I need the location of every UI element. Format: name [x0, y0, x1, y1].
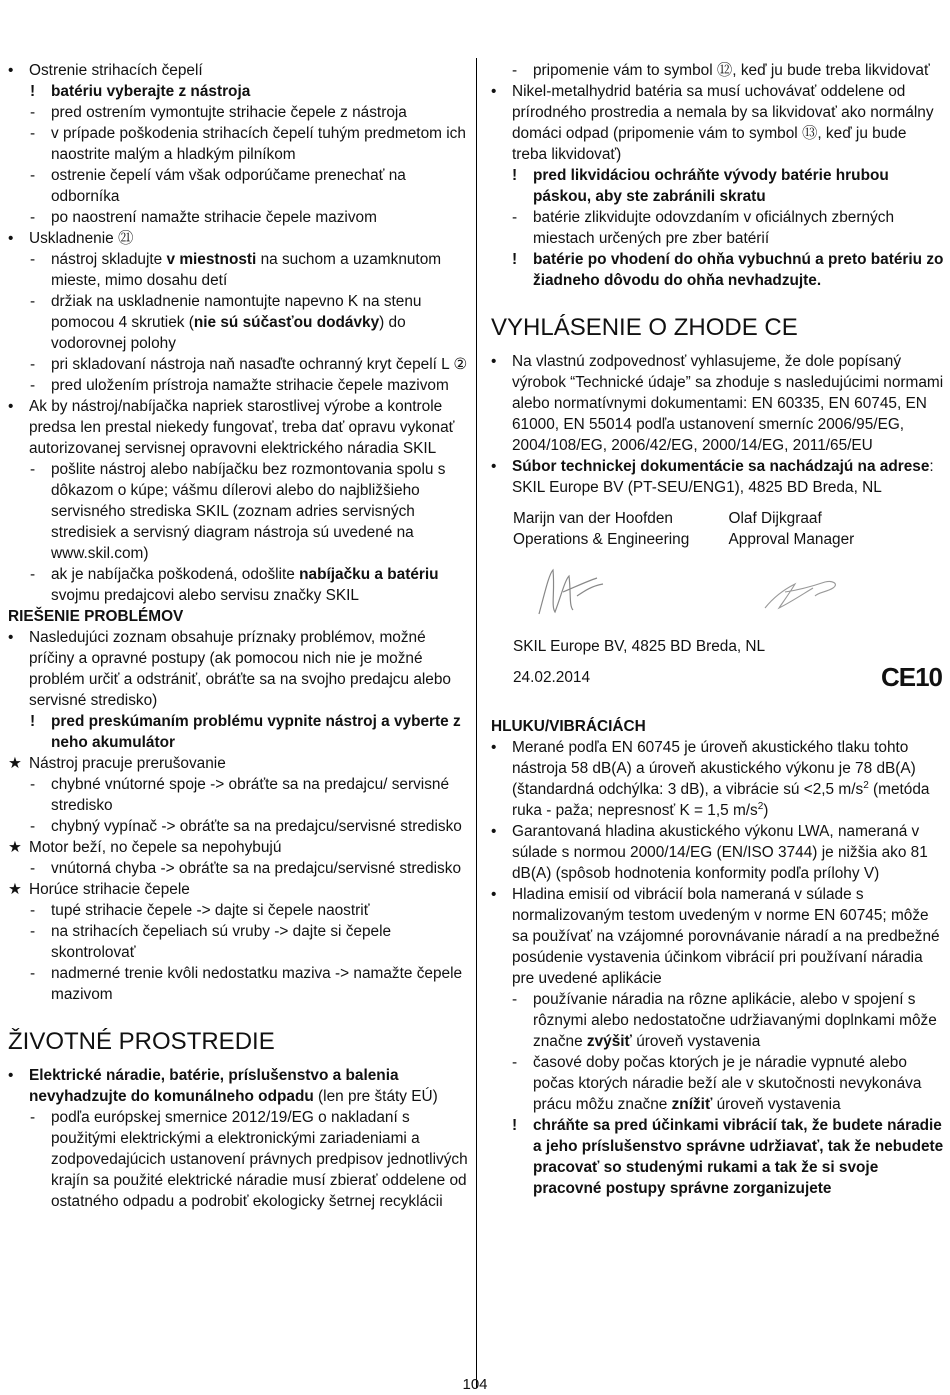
list-item: - batérie zlikvidujte odovzdaním v oficiálnych zberných miestach určených pre zber batérií: [512, 209, 895, 247]
noise-heading: HLUKU/VIBRÁCIÁCH: [491, 718, 646, 735]
list-item: - ak je nabíjačka poškodená, odošlite nabíjačku a batériu svojmu predajcovi alebo servisu značky SKIL: [30, 566, 439, 604]
list-item: - chybné vnútorné spoje -> obráťte sa na predajcu/ servisné stredisko: [30, 776, 450, 814]
list-item: - časové doby počas ktorých je je náradie vypnuté alebo počas ktorých náradie beží ale v skutočnosti nevykonáva prácu môžu značne znížiť úroveň vystavenia: [512, 1054, 922, 1113]
signatory-2: Olaf Dijkgraaf Approval Manager: [728, 510, 855, 548]
ce-mark-icon: CE: [764, 314, 798, 341]
signature-images: [533, 562, 893, 624]
list-item: • Merané podľa EN 60745 je úroveň akustického tlaku tohto nástroja 58 dB(A) a úroveň akustického výkonu je 78 dB(A) (štandardná odchýlka: 3 dB), a vibrácie sú <2,5 $m/s^2$ (metóda ruka - paža; nepresnosť K = 1,5 $m/s^2$): [491, 739, 930, 819]
problem-item: ★ Motor beží, no čepele sa nepohybujú: [8, 839, 282, 856]
right-column: [491, 60, 944, 1199]
list-item: - používanie náradia na rôzne aplikácie, alebo v spojení s rôznymi alebo nedostatočne udržiavanými doplnkami môže značne zvýšiť úroveň vystavenia: [512, 991, 937, 1050]
problem-item: ★ Horúce strihacie čepele: [8, 881, 190, 898]
list-item: - pred ostrením vymontujte strihacie čepele z nástroja: [30, 104, 407, 121]
page-number: 104: [462, 1376, 488, 1393]
list-item: - na strihacích čepeliach sú vruby -> dajte si čepele skontrolovať: [30, 923, 392, 961]
environment-heading: ŽIVOTNÉ PROSTREDIE: [8, 1028, 275, 1055]
warning-item: ! chráňte sa pred účinkami vibrácií tak, že budete náradie a jeho príslušenstvo správne udržiavať, tak že nebudete pracovať so studenými rukami a tak že si svoje pracovné postupy správne zorganizujete: [512, 1117, 944, 1197]
list-item: - podľa európskej smernice 2012/19/EG o nakladaní s použitými elektrickými a elektronickými zariadeniami a zodpovedajúcich ustanovení právnych predpisov jednotlivých krajín sa použité elektrické náradie musí zbierať oddelene od ostatného odpadu a podrobiť ekologicky šetrnej recyklácii: [30, 1109, 468, 1210]
list-item: - pri skladovaní nástroja naň nasaďte ochranný kryt čepelí L ②: [30, 356, 468, 373]
list-item: • Elektrické náradie, batérie, príslušenstvo a balenia nevyhadzujte do komunálneho odpadu (len pre štáty EÚ): [8, 1067, 438, 1105]
storage-title: Uskladnenie ㉑: [29, 230, 134, 247]
list-item: - pripomenie vám to symbol ⑫, keď ju bude treba likvidovať: [512, 62, 930, 79]
list-item: - držiak na uskladnenie namontujte napevno K na stenu pomocou 4 skrutiek (nie sú súčasťou dodávky) do vodorovnej polohy: [30, 293, 422, 352]
signatory-names: [491, 508, 944, 550]
list-item: - nadmerné trenie kvôli nedostatku maziva -> namažte čepele mazivom: [30, 965, 463, 1003]
warning-item: ! batériu vyberajte z nástroja: [30, 83, 251, 100]
list-item: - ostrenie čepelí vám však odporúčame prenechať na odborníka: [30, 167, 406, 205]
conformity-heading: VYHLÁSENIE O ZHODE CE: [491, 314, 798, 341]
list-item: • Nikel-metalhydrid batéria sa musí uchovávať oddelene od prírodného prostredia a nemala by sa likvidovať ako normálny domáci odpad (pripomenie vám to symbol ⑬, keď ju bude treba likvidovať): [491, 83, 934, 163]
list-item: - vnútorná chyba -> obráťte sa na predajcu/servisné stredisko: [30, 860, 462, 877]
list-item: - pred uložením prístroja namažte strihacie čepele mazivom: [30, 377, 449, 394]
warning-item: ! pred likvidáciou ochráňte vývody batérie hrubou páskou, aby ste zabránili skratu: [512, 167, 889, 205]
sharpening-title: Ostrenie strihacích čepelí: [29, 62, 203, 79]
list-item: - v prípade poškodenia strihacích čepelí tuhým predmetom ich naostrite malým a hladkým pilníkom: [30, 125, 466, 163]
list-item: • Súbor technickej dokumentácie sa nachádzajú na adrese: SKIL Europe BV (PT-SEU/ENG1), 4825 BD Breda, NL: [491, 458, 934, 496]
list-item: • Na vlastnú zodpovednosť vyhlasujeme, že dole popísaný výrobok “Technické údaje” sa zhoduje s nasledujúcimi normami alebo normatívnymi dokumentami: EN 60335, EN 60745, EN 61000, EN 55014 podľa ustanovení smerníc 2006/95/EG, 2004/108/EG, 2006/42/EG, 2000/14/EG, 2011/65/EU: [491, 353, 944, 454]
date-line: 24.02.2014 CE10: [513, 662, 942, 692]
warning-item: ! pred preskúmaním problému vypnite nástroj a vyberte z neho akumulátor: [30, 713, 461, 751]
list-item: - po naostrení namažte strihacie čepele mazivom: [30, 209, 377, 226]
problem-item: ★ Nástroj pracuje prerušovanie: [8, 755, 226, 772]
star-icon: ★: [8, 755, 22, 772]
list-item: • Hladina emisií od vibrácií bola nameraná v súlade s normalizovaným testom uvedeným v norme EN 60745; môže sa používať na vzájomné porovnávanie náradí a na predbežné posúdenie vystavenia účinkom vibrácií pri používaní náradia pre uvedené aplikácie: [491, 886, 940, 987]
ce-10-mark-icon: CE10: [880, 662, 942, 692]
list-item: • Ak by nástroj/nabíjačka napriek starostlivej výrobe a kontrole predsa len prestal niekedy fungovať, treba dať opravu vykonať autorizovanej servisnej opravovni elektrického náradia SKIL: [8, 398, 455, 457]
list-item: - chybný vypínač -> obráťte sa na predajcu/servisné stredisko: [30, 818, 462, 835]
star-icon: ★: [8, 839, 22, 856]
signatures: [491, 562, 944, 626]
troubleshooting-heading: RIEŠENIE PROBLÉMOV: [8, 608, 184, 625]
list-item: - pošlite nástroj alebo nabíjačku bez rozmontovania spolu s dôkazom o kúpe; vášmu dílerovi alebo do najbližšieho servisného strediska SKIL (zoznam adries servisných stredisiek a servisný diagram nástroja sú uvedené na www.skil.com): [30, 461, 446, 562]
star-icon: ★: [8, 881, 22, 898]
list-item: • Uskladnenie ㉑: [8, 230, 134, 247]
warning-item: ! batérie po vhodení do ohňa vybuchnú a preto batériu zo žiadneho dôvodu do ohňa nevhadzujte.: [512, 251, 944, 289]
list-item: • Garantovaná hladina akustického výkonu LWA, nameraná v súlade s normou 2000/14/EG (EN/ISO 3744) je nižšia ako 81 dB(A) (spôsob hodnotenia konformity podľa prílohy V): [491, 823, 928, 882]
company-address: SKIL Europe BV, 4825 BD Breda, NL: [513, 638, 766, 655]
list-item: • Ostrenie strihacích čepelí: [8, 62, 203, 79]
list-item: - tupé strihacie čepele -> dajte si čepele naostriť: [30, 902, 370, 919]
left-column: [8, 60, 470, 1212]
signatory-1: Marijn van der Hoofden Operations & Engineering: [513, 510, 690, 548]
list-item: - nástroj skladujte v miestnosti na suchom a uzamknutom mieste, mimo dosahu detí: [30, 251, 442, 289]
column-divider: [476, 58, 477, 1388]
list-item: • Nasledujúci zoznam obsahuje príznaky problémov, možné príčiny a opravné postupy (ak pomocou nich nie je možné problém určiť a odstrániť, obráťte sa na svojho predajcu alebo servisné stredisko): [8, 629, 451, 709]
